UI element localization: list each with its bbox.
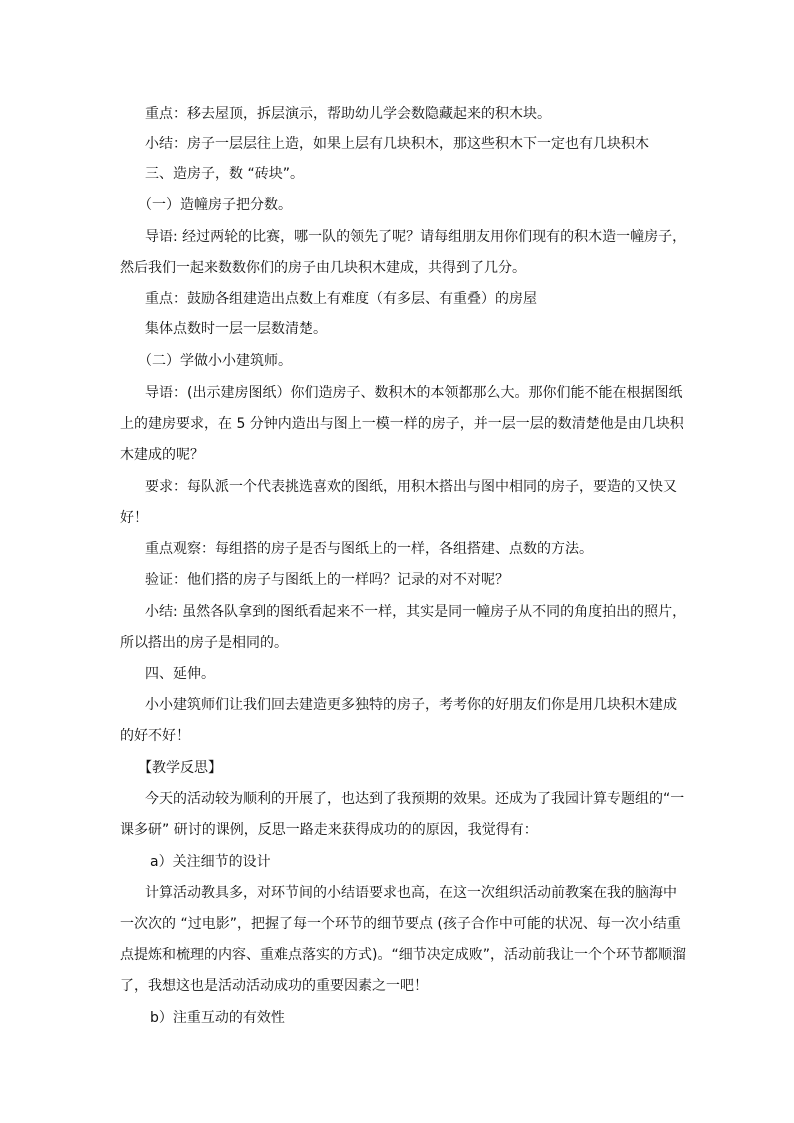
paragraph-line: 所以搭出的房子是相同的。 <box>120 635 288 651</box>
list-item-heading: b）注重互动的有效性 <box>150 1010 285 1026</box>
paragraph-line: 要求：每队派一个代表挑选喜欢的图纸，用积木搭出与图中相同的房子，要造的又快又 <box>145 479 677 495</box>
paragraph-line: 一次次的 “过电影”，把握了每一个环节的细节要点 (孩子合作中可能的状况、每一次小结重 <box>120 916 681 932</box>
list-item-heading: a）关注细节的设计 <box>150 854 271 870</box>
paragraph-line: 重点：移去屋顶，拆层演示，帮助幼儿学会数隐藏起来的积木块。 <box>145 106 551 122</box>
paragraph-line: 重点：鼓励各组建造出点数上有难度（有多层、有重叠）的房屋 <box>145 291 537 307</box>
paragraph-line: 小结：房子一层层往上造，如果上层有几块积木，那这些积木下一定也有几块积木 <box>145 136 649 152</box>
paragraph-line: 点提炼和梳理的内容、重难点落实的方式)。“细节决定成败”，活动前我让一个个环节都顺溜 <box>120 947 686 963</box>
paragraph-line: 验证：他们搭的房子与图纸上的一样吗？记录的对不对呢？ <box>145 572 509 588</box>
subsection-heading: （二）学做小小建筑师。 <box>138 353 292 369</box>
paragraph-line: 今天的活动较为顺利的开展了，也达到了我预期的效果。还成为了我园计算专题组的“一 <box>145 791 685 807</box>
paragraph-line: 上的建房要求，在 5 分钟内造出与图上一模一样的房子，并一层一层的数清楚他是由几块积 <box>120 416 684 432</box>
paragraph-line: 导语：(出示建房图纸）你们造房子、数积木的本领都那么大。那你们能不能在根据图纸 <box>145 385 683 401</box>
paragraph-line: 了，我想这也是活动活动成功的重要因素之一吧！ <box>120 978 428 994</box>
paragraph-line: 的好不好！ <box>120 728 190 744</box>
paragraph-line: 小结: 虽然各队拿到的图纸看起来不一样，其实是同一幢房子从不同的角度拍出的照片， <box>145 604 687 620</box>
section-heading: 四、延伸。 <box>145 666 215 682</box>
paragraph-line: 然后我们一起来数数你们的房子由几块积木建成，共得到了几分。 <box>120 260 526 276</box>
paragraph-line: 小小建筑师们让我们回去建造更多独特的房子，考考你的好朋友们你是用几块积木建成 <box>145 697 677 713</box>
section-heading: 【教学反思】 <box>138 760 222 776</box>
paragraph-line: 木建成的呢？ <box>120 447 204 463</box>
section-heading: 三、造房子，数 “砖块”。 <box>145 166 304 182</box>
subsection-heading: （一）造幢房子把分数。 <box>138 197 292 213</box>
paragraph-line: 导语: 经过两轮的比赛，哪一队的领先了呢？请每组朋友用你们现有的积木造一幢房子， <box>145 229 687 245</box>
paragraph-line: 重点观察：每组搭的房子是否与图纸上的一样，各组搭建、点数的方法。 <box>145 541 593 557</box>
paragraph-line: 好！ <box>120 510 148 526</box>
paragraph-line: 课多研” 研讨的课例，反思一路走来获得成功的的原因，我觉得有： <box>120 822 538 838</box>
paragraph-line: 计算活动教具多，对环节间的小结语要求也高，在这一次组织活动前教案在我的脑海中 <box>145 885 677 901</box>
paragraph-line: 集体点数时一层一层数清楚。 <box>145 321 327 337</box>
